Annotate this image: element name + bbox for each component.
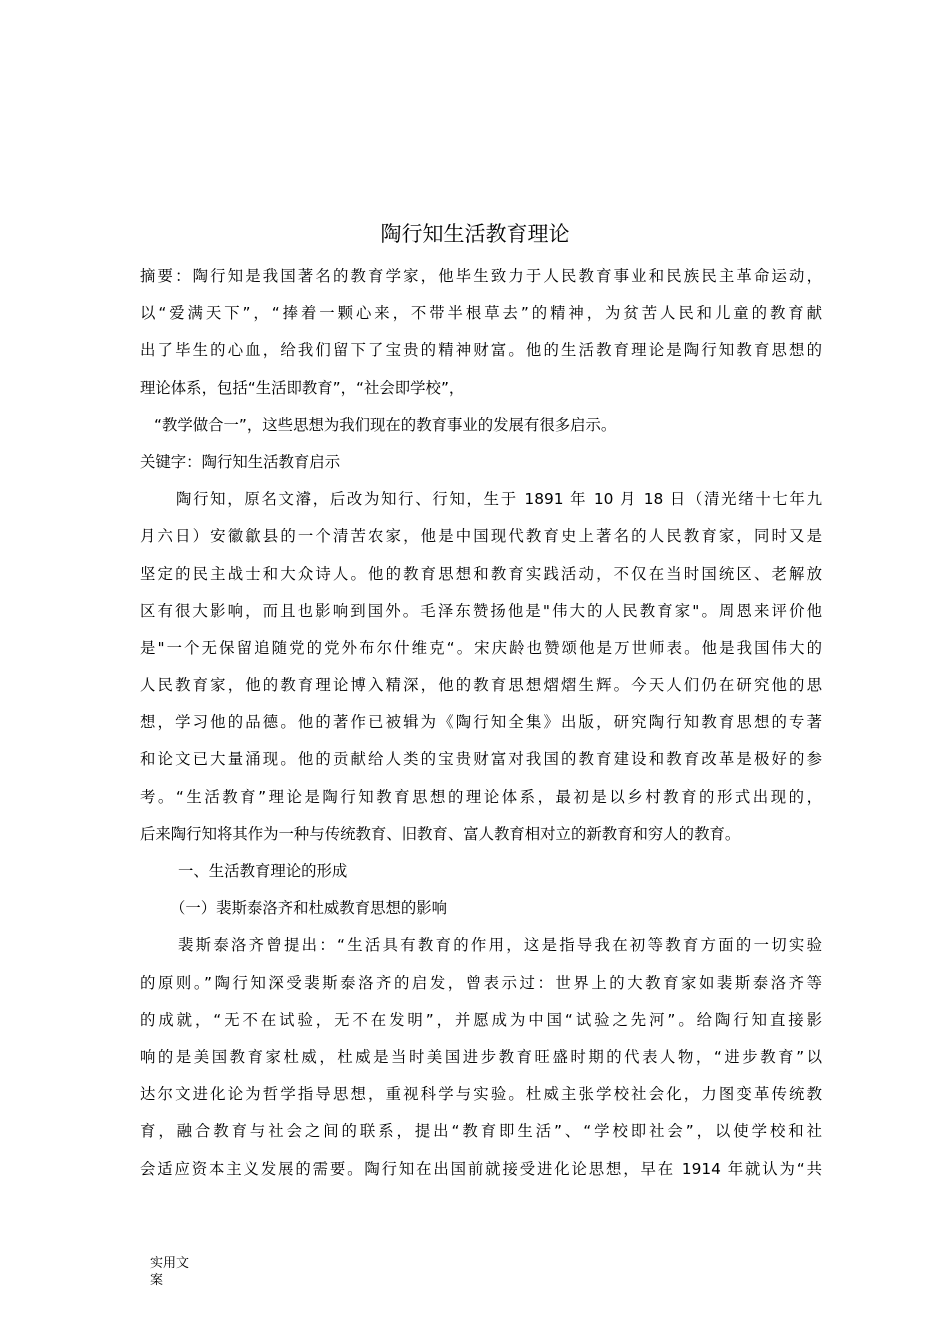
intro-line: 考。“生活教育”理论是陶行知教育思想的理论体系，最初是以乡村教育的形式出现的，	[140, 787, 822, 806]
paragraph-line: 会适应资本主义发展的需要。陶行知在出国前就接受进化论思想，早在 1914 年就认为“共	[140, 1159, 822, 1178]
intro-line: 区有很大影响，而且也影响到国外。毛泽东赞扬他是"伟大的人民教育家"。周恩来评价他	[140, 601, 822, 620]
paragraph-line: 响的是美国教育家杜威，杜威是当时美国进步教育旺盛时期的代表人物，“进步教育”以	[140, 1047, 822, 1066]
intro-line: 和论文已大量涌现。他的贡献给人类的宝贵财富对我国的教育建设和教育改革是极好的参	[140, 750, 822, 769]
intro-line: 人民教育家，他的教育理论博入精深，他的教育思想熠熠生辉。今天人们仍在研究他的思	[140, 676, 822, 695]
abstract-line: “教学做合一”，这些思想为我们现在的教育事业的发展有很多启示。	[154, 415, 617, 434]
intro-line: 坚定的民主战士和大众诗人。他的教育思想和教育实践活动，不仅在当时国统区、老解放	[140, 564, 822, 583]
document-title: 陶行知生活教育理论	[380, 222, 570, 246]
paragraph-line: 的成就，“无不在试验，无不在发明”，并愿成为中国“试验之先河”。给陶行知直接影	[140, 1010, 822, 1029]
page-footer	[150, 1255, 210, 1289]
paragraph-line: 裴斯泰洛齐曾提出：“生活具有教育的作用，这是指导我在初等教育方面的一切实验	[178, 936, 822, 955]
paragraph-line: 育，融合教育与社会之间的联系，提出“教育即生活”、“学校即社会”，以使学校和社	[140, 1122, 822, 1141]
intro-line: 是"一个无保留追随党的党外布尔什维克“。宋庆龄也赞颂他是万世师表。他是我国伟大的	[140, 638, 822, 657]
abstract-line: 摘要：陶行知是我国著名的教育学家，他毕生致力于人民教育事业和民族民主革命运动，	[140, 267, 822, 285]
abstract-line: 出了毕生的心血，给我们留下了宝贵的精神财富。他的生活教育理论是陶行知教育思想的	[140, 341, 822, 360]
paragraph-line: 达尔文进化论为哲学指导思想，重视科学与实验。杜威主张学校社会化，力图变革传统教	[140, 1085, 822, 1104]
abstract-line: 理论体系，包括“生活即教育”，“社会即学校”，	[140, 378, 465, 397]
abstract-line: 以“爱满天下”，“捧着一颗心来，不带半根草去”的精神，为贫苦人民和儿童的教育献	[140, 304, 822, 323]
paragraph-line: 的原则。”陶行知深受裴斯泰洛齐的启发，曾表示过：世界上的大教育家如裴斯泰洛齐等	[140, 973, 822, 992]
section-heading: 一、生活教育理论的形成	[178, 862, 348, 880]
intro-line: 陶行知，原名文濬，后改为知行、行知，生于 1891 年 10 月 18 日（清光绪十七年九	[176, 490, 822, 509]
intro-line: 月六日）安徽歙县的一个清苦农家，他是中国现代教育史上著名的人民教育家，同时又是	[140, 527, 822, 546]
subsection-heading: （一）裴斯泰洛齐和杜威教育思想的影响	[170, 899, 448, 918]
footer-text: 实用文	[150, 1256, 190, 1271]
intro-line: 想，学习他的品德。他的著作已被辑为《陶行知全集》出版，研究陶行知教育思想的专著	[140, 713, 822, 732]
intro-line: 后来陶行知将其作为一种与传统教育、旧教育、富人教育相对立的新教育和穷人的教育。	[140, 824, 741, 843]
document-body	[140, 258, 822, 1188]
keywords: 关键字：陶行知生活教育启示	[140, 452, 341, 471]
footer-text: 案	[150, 1273, 164, 1288]
